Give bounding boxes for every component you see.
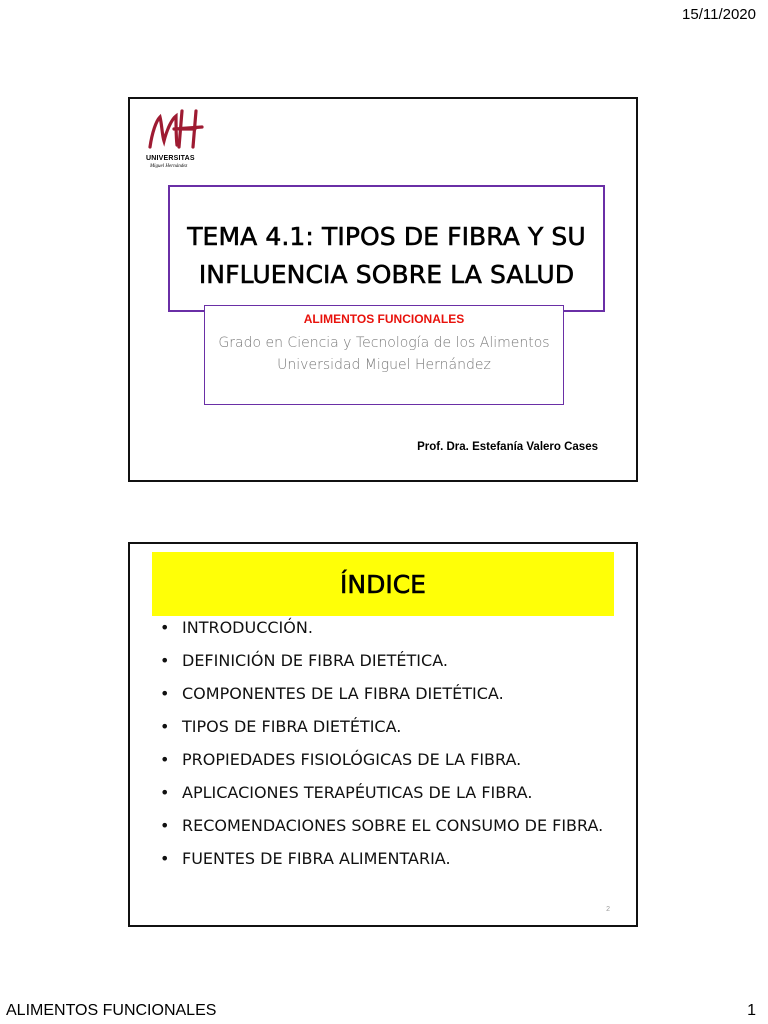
list-item: • DEFINICIÓN DE FIBRA DIETÉTICA. bbox=[160, 649, 614, 673]
footer-title: ALIMENTOS FUNCIONALES bbox=[6, 1002, 217, 1019]
subtitle-box bbox=[204, 305, 564, 405]
bullet-icon: • bbox=[160, 783, 170, 802]
degree-name: Grado en Ciencia y Tecnología de los Alimentos bbox=[218, 335, 550, 351]
page-date: 15/11/2020 bbox=[682, 6, 756, 23]
course-name: ALIMENTOS FUNCIONALES bbox=[303, 312, 465, 326]
bullet-icon: • bbox=[160, 717, 170, 736]
index-header bbox=[152, 552, 614, 616]
umh-logo-icon bbox=[146, 107, 206, 153]
list-item: • APLICACIONES TERAPÉUTICAS DE LA FIBRA. bbox=[160, 781, 614, 805]
list-item: • COMPONENTES DE LA FIBRA DIETÉTICA. bbox=[160, 682, 614, 706]
professor-name: Prof. Dra. Estefanía Valero Cases bbox=[417, 441, 598, 453]
bullet-icon: • bbox=[160, 750, 170, 769]
list-item: • INTRODUCCIÓN. bbox=[160, 616, 614, 640]
slide-number: 2 bbox=[606, 906, 610, 913]
list-item: • PROPIEDADES FISIOLÓGICAS DE LA FIBRA. bbox=[160, 748, 614, 772]
slide-title bbox=[128, 97, 638, 482]
slide-main-title: TEMA 4.1: TIPOS DE FIBRA Y SU INFLUENCIA SOBRE LA SALUD bbox=[187, 221, 586, 289]
list-item: • RECOMENDACIONES SOBRE EL CONSUMO DE FIBRA. bbox=[160, 814, 614, 838]
bullet-icon: • bbox=[160, 849, 170, 868]
bullet-icon: • bbox=[160, 816, 170, 835]
university-name: Universidad Miguel Hernández bbox=[277, 357, 491, 373]
university-logo bbox=[146, 107, 206, 177]
page-number: 1 bbox=[747, 1002, 756, 1019]
title-box bbox=[168, 185, 605, 312]
logo-name-label: Miguel Hernández bbox=[150, 164, 188, 169]
slide-index bbox=[128, 542, 638, 927]
logo-university-label: UNIVERSITAS bbox=[146, 155, 195, 162]
bullet-icon: • bbox=[160, 618, 170, 637]
list-item: • TIPOS DE FIBRA DIETÉTICA. bbox=[160, 715, 614, 739]
index-list bbox=[160, 616, 614, 880]
list-item: • FUENTES DE FIBRA ALIMENTARIA. bbox=[160, 847, 614, 871]
bullet-icon: • bbox=[160, 651, 170, 670]
bullet-icon: • bbox=[160, 684, 170, 703]
index-title: ÍNDICE bbox=[340, 569, 426, 599]
